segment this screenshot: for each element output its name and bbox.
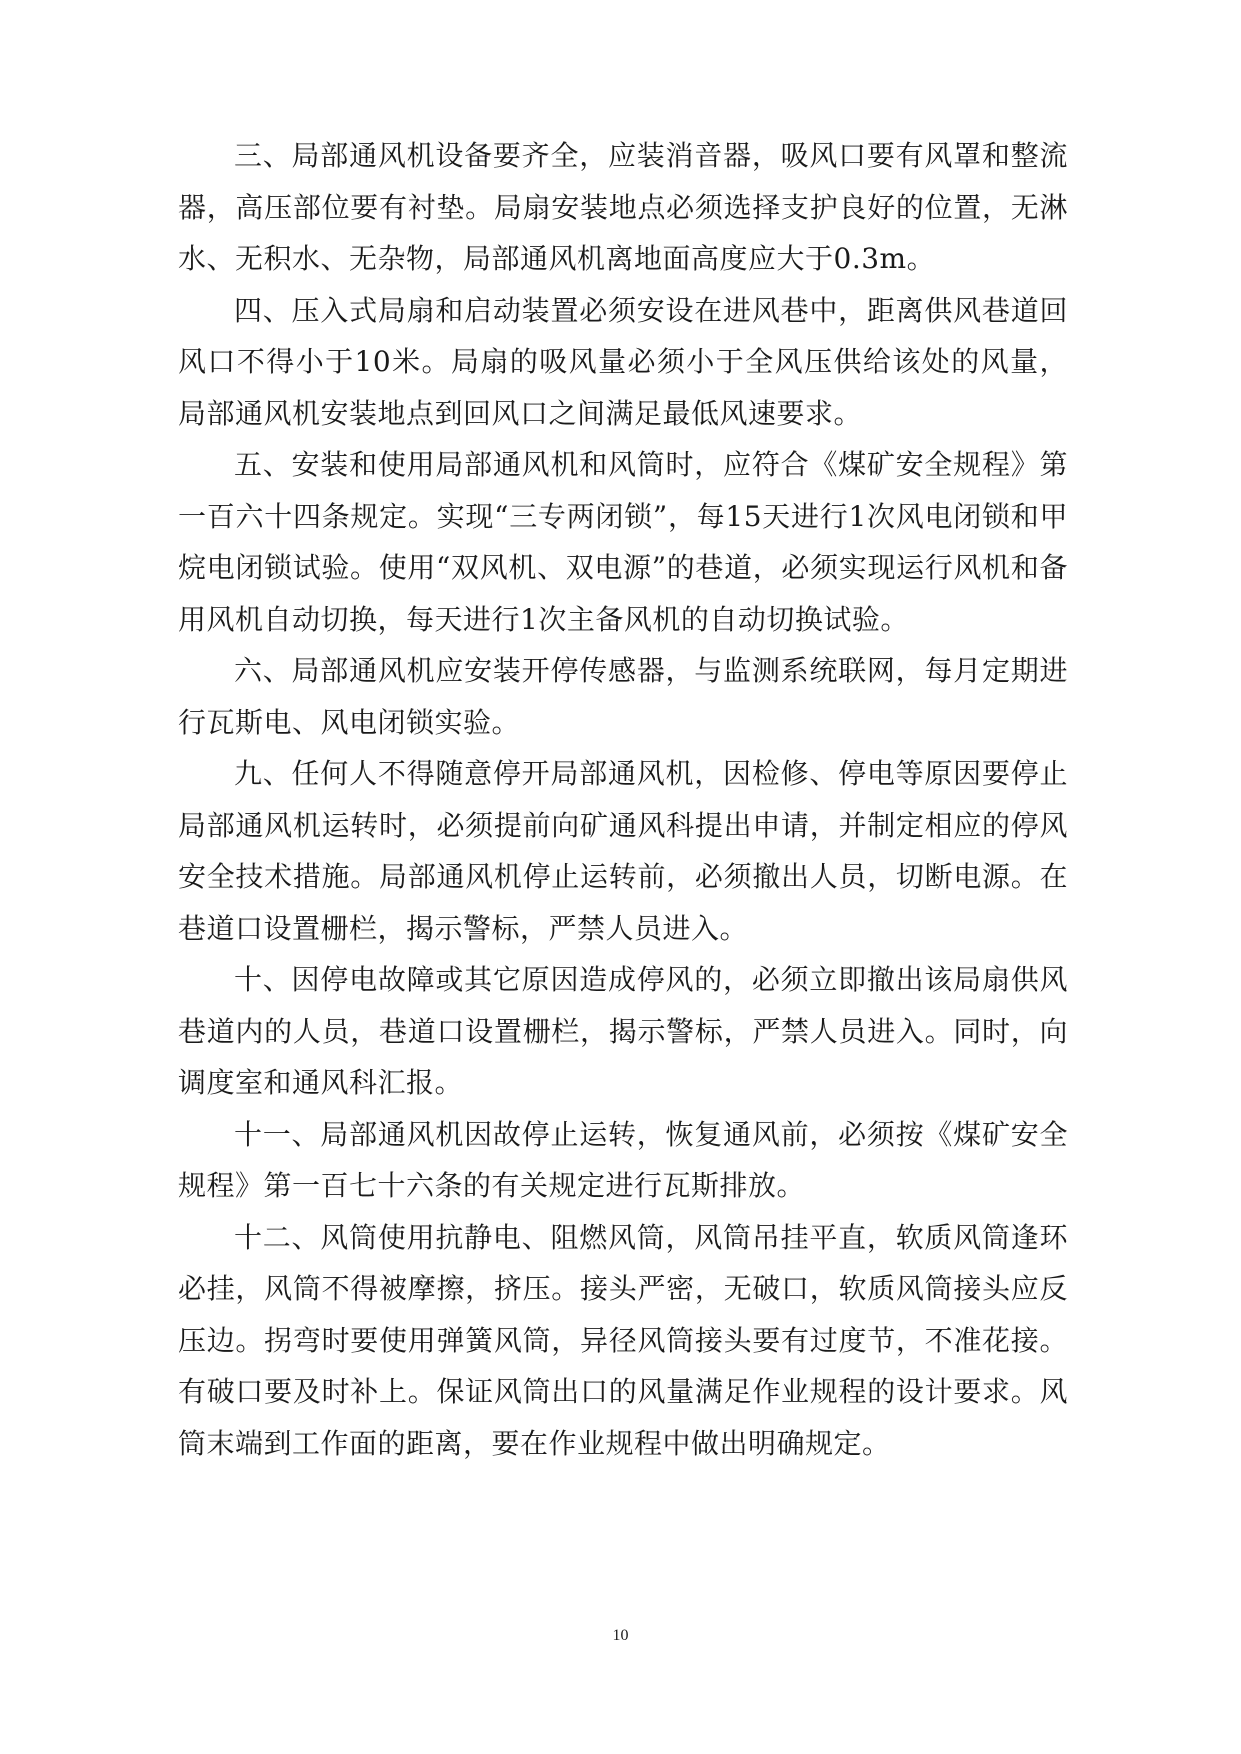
page-number: 10 [612, 1627, 629, 1644]
paragraph-item-12: 十二、风筒使用抗静电、阻燃风筒，风筒吊挂平直，软质风筒逢环必挂，风筒不得被摩擦，挤压。接头严密，无破口，软质风筒接头应反压边。拐弯时要使用弹簧风筒，异径风筒接头要有过度节，不准花接。有破口要及时补上。保证风筒出口的风量满足作业规程的设计要求。风筒末端到工作面的距离，要在作业规程中做出明确规定。 [178, 1220, 1068, 1460]
paragraph-item-5: 五、安装和使用局部通风机和风筒时，应符合《煤矿安全规程》第一百六十四条规定。实现“三专两闭锁”，每15天进行1次风电闭锁和甲烷电闭锁试验。使用“双风机、双电源”的巷道，必须实现运行风机和备用风机自动切换，每天进行1次主备风机的自动切换试验。 [178, 448, 1068, 636]
paragraph-item-11: 十一、局部通风机因故停止运转，恢复通风前，必须按《煤矿安全规程》第一百七十六条的有关规定进行瓦斯排放。 [178, 1117, 1068, 1202]
paragraph-item-3: 三、局部通风机设备要齐全，应装消音器，吸风口要有风罩和整流器，高压部位要有衬垫。局扇安装地点必须选择支护良好的位置，无淋水、无积水、无杂物，局部通风机离地面高度应大于0.3m。 [178, 139, 1068, 275]
paragraph-item-9: 九、任何人不得随意停开局部通风机，因检修、停电等原因要停止局部通风机运转时，必须提前向矿通风科提出申请，并制定相应的停风安全技术措施。局部通风机停止运转前，必须撤出人员，切断电源。在巷道口设置栅栏，揭示警标，严禁人员进入。 [178, 757, 1068, 945]
document-body [178, 130, 1068, 1469]
paragraph-item-4: 四、压入式局扇和启动装置必须安设在进风巷中，距离供风巷道回风口不得小于10米。局扇的吸风量必须小于全风压供给该处的风量，局部通风机安装地点到回风口之间满足最低风速要求。 [178, 293, 1068, 430]
paragraph-item-6: 六、局部通风机应安装开停传感器，与监测系统联网，每月定期进行瓦斯电、风电闭锁实验。 [178, 654, 1068, 739]
paragraph-item-10: 十、因停电故障或其它原因造成停风的，必须立即撤出该局扇供风巷道内的人员，巷道口设置栅栏，揭示警标，严禁人员进入。同时，向调度室和通风科汇报。 [178, 963, 1068, 1099]
